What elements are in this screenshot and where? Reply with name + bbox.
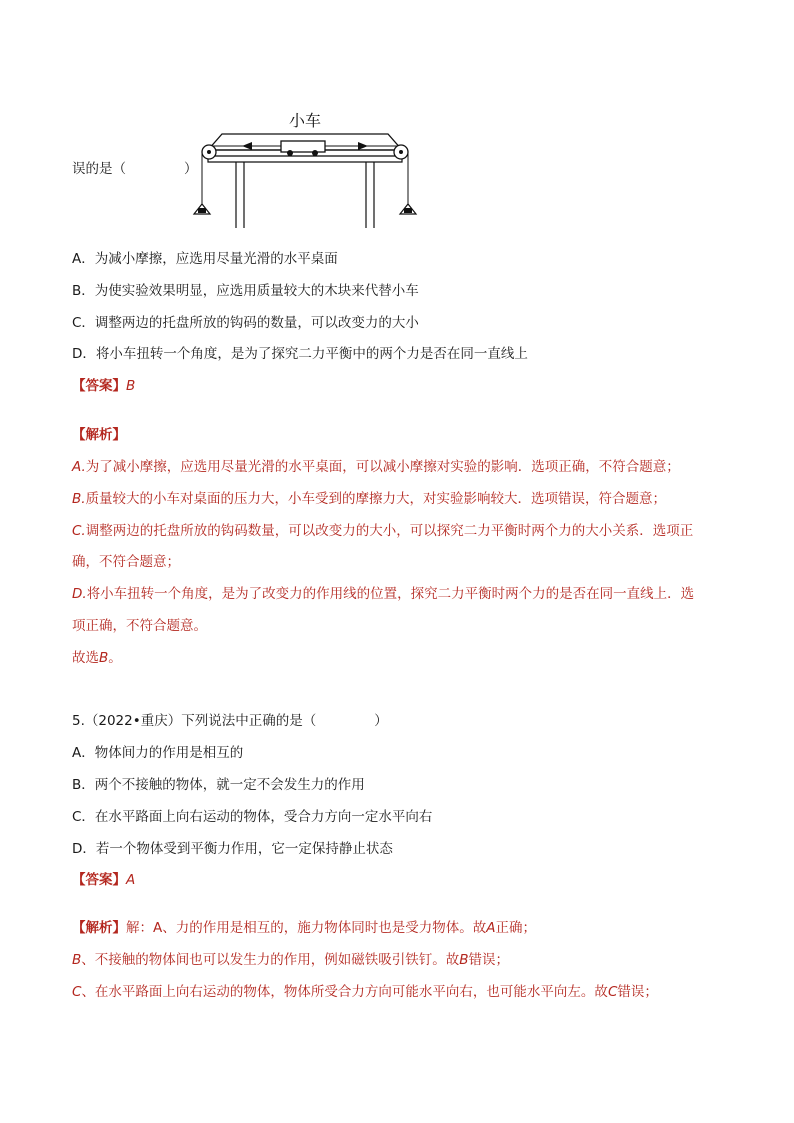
q5-analysis-line-3 (72, 983, 658, 1001)
q5-analysis-letter-c: C (72, 984, 82, 1000)
q5-stem-close: ） (374, 713, 388, 729)
q4-answer-value: B (126, 378, 136, 394)
arrow-right (358, 142, 368, 150)
q4-analysis-letter-a: A. (72, 459, 86, 475)
q4-conclusion-suffix: 。 (108, 650, 122, 666)
q5-option-c: C．在水平路面上向右运动的物体，受合力方向一定水平向右 (72, 809, 433, 825)
weight-right (404, 208, 412, 213)
q4-analysis-text-c2: 确，不符合题意； (72, 554, 180, 570)
q5-answer-tag: 【答案】 (72, 872, 126, 888)
cart-wheel-left (287, 150, 293, 156)
q4-analysis-line-2 (72, 490, 666, 508)
q4-analysis-text-d: 将小车扭转一个角度，是为了改变力的作用线的位置，探究二力平衡时两个力的是否在同一直线上．选 (86, 586, 695, 602)
arrow-left (242, 142, 252, 150)
q5-analysis-letter-b: B (72, 952, 82, 968)
cart-body (281, 141, 325, 152)
q4-analysis-tag-text: 【解析】 (72, 427, 126, 443)
q4-analysis-letter-c: C. (72, 523, 86, 539)
pulley-left-axle (207, 150, 211, 154)
q4-analysis-line-3 (72, 522, 693, 540)
q5-analysis-line-1 (72, 919, 536, 937)
q5-stem (72, 712, 388, 730)
q4-answer-tag: 【答案】 (72, 378, 126, 394)
q5-analysis-text-b: 、不接触的物体间也可以发生力的作用，例如磁铁吸引铁钉。故 (81, 952, 460, 968)
q4-option-d: D．将小车扭转一个角度，是为了探究二力平衡中的两个力是否在同一直线上 (72, 346, 528, 362)
q5-analysis-text-c: 、在水平路面上向右运动的物体，物体所受合力方向可能水平向右，也可能水平向左。故 (81, 984, 608, 1000)
q5-analysis-end-c: 错误； (617, 984, 658, 1000)
cart-label: 小车 (288, 111, 322, 130)
q4-analysis-line-4 (72, 553, 180, 571)
q5-analysis-line-2 (72, 951, 509, 969)
q4-analysis-text-b: 质量较大的小车对桌面的压力大，小车受到的摩擦力大，对实验影响较大．选项错误，符合题意； (85, 491, 667, 507)
q4-analysis-text-c: 调整两边的托盘所放的钩码数量，可以改变力的大小，可以探究二力平衡时两个力的大小关系．选项正 (85, 523, 694, 539)
q4-stem-close: ） (184, 161, 198, 177)
q4-conclusion-prefix: 故选 (72, 650, 99, 666)
q5-analysis-text-a: 解：A、力的作用是相互的，施力物体同时也是受力物体。故 (126, 920, 487, 936)
q5-analysis-ref-c: C (607, 984, 618, 1000)
q5-stem-text: 5.（2022•重庆）下列说法中正确的是（ (72, 713, 317, 729)
pulley-right-axle (399, 150, 403, 154)
q5-analysis-ref-a: A (486, 920, 496, 936)
q4-conclusion (72, 649, 122, 667)
weight-left (198, 208, 206, 213)
q5-answer (72, 871, 135, 889)
q5-analysis-ref-b: B (459, 952, 469, 968)
q4-option-a: A．为减小摩擦，应选用尽量光滑的水平桌面 (72, 251, 338, 267)
q5-answer-value: A (126, 872, 136, 888)
cart-wheel-right (312, 150, 318, 156)
q4-analysis-letter-d: D. (72, 586, 87, 602)
q5-option-d: D．若一个物体受到平衡力作用，它一定保持静止状态 (72, 841, 393, 857)
q4-option-c: C．调整两边的托盘所放的钩码的数量，可以改变力的大小 (72, 315, 419, 331)
q4-analysis-tag (72, 426, 126, 444)
q4-analysis-letter-b: B. (72, 491, 86, 507)
q5-option-a: A．物体间力的作用是相互的 (72, 745, 244, 761)
q5-option-b: B．两个不接触的物体，就一定不会发生力的作用 (72, 777, 365, 793)
q5-analysis-tag: 【解析】 (72, 920, 126, 936)
q4-analysis-line-1 (72, 458, 680, 476)
q4-conclusion-letter: B (99, 650, 109, 666)
apparatus-figure (180, 100, 430, 230)
q4-analysis-line-5 (72, 585, 694, 603)
q4-stem-text: 误的是（ (72, 161, 126, 177)
q4-analysis-line-6 (72, 617, 207, 635)
q4-analysis-text-a: 为了减小摩擦，应选用尽量光滑的水平桌面，可以减小摩擦对实验的影响．选项正确，不符合题意； (85, 459, 680, 475)
q5-analysis-end-b: 错误； (468, 952, 510, 968)
q4-stem (72, 160, 198, 178)
q4-analysis-text-d2: 项正确，不符合题意。 (72, 618, 207, 634)
q5-analysis-end-a: 正确； (495, 920, 536, 936)
q4-answer (72, 377, 135, 395)
q4-option-b: B．为使实验效果明显，应选用质量较大的木块来代替小车 (72, 283, 419, 299)
